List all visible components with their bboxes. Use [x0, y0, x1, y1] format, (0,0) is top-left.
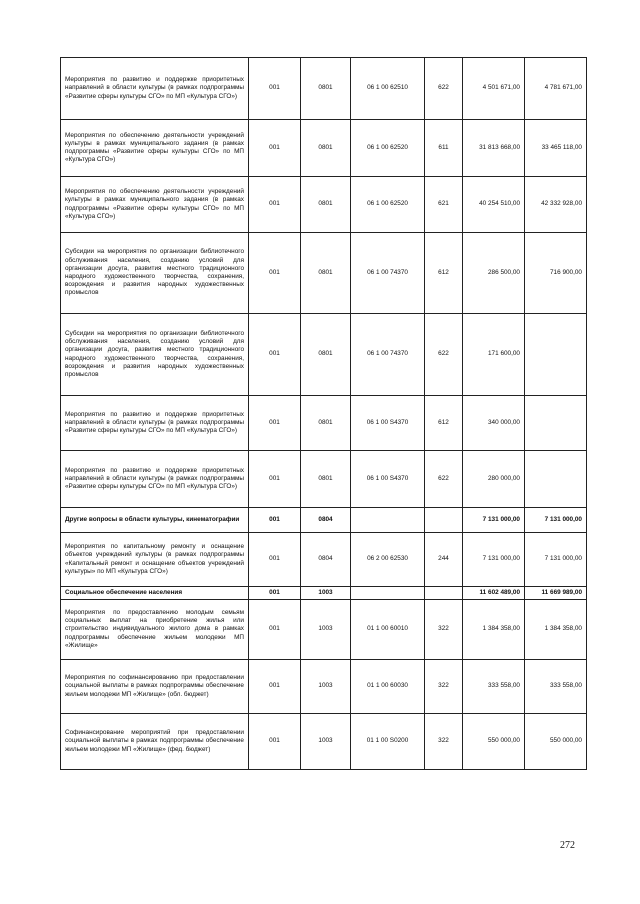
admin-code: 001 [249, 58, 301, 120]
table-row [61, 714, 587, 770]
expense-type: 322 [425, 660, 463, 714]
section-code: 0801 [301, 314, 351, 396]
table-row [61, 314, 587, 396]
row-name: Мероприятия по развитию и поддержке приоритетных направлений в области культуры (в рамках подпрограммы «Развитие сферы культуры СГО» по МП «Культура СГО») [61, 58, 249, 120]
row-name: Мероприятия по капитальному ремонту и оснащение объектов учреждений культуры (в рамках подпрограммы «Капитальный ремонт и оснащение объектов учреждений культуры» по МП «Культура СГО») [61, 533, 249, 587]
target-article [351, 508, 425, 533]
table-section-row [61, 587, 587, 600]
table-row [61, 600, 587, 660]
row-name: Софинансирование мероприятий при предоставлении социальной выплаты в рамках подпрограммы обеспечение жильем молодежи МП «Жилище» (фед. бюджет) [61, 714, 249, 770]
expense-type: 322 [425, 600, 463, 660]
admin-code: 001 [249, 120, 301, 177]
admin-code: 001 [249, 314, 301, 396]
section-code: 1003 [301, 600, 351, 660]
table-row [61, 58, 587, 120]
admin-code: 001 [249, 396, 301, 451]
amount-year-1: 11 602 489,00 [463, 587, 525, 600]
expense-type: 244 [425, 533, 463, 587]
row-name: Мероприятия по обеспечению деятельности учреждений культуры в рамках муниципального задания (в рамках подпрограммы «Развитие сферы культуры СГО» по МП «Культура СГО») [61, 120, 249, 177]
table-row [61, 533, 587, 587]
expense-type: 612 [425, 396, 463, 451]
admin-code: 001 [249, 508, 301, 533]
amount-year-1: 1 384 358,00 [463, 600, 525, 660]
amount-year-1: 550 000,00 [463, 714, 525, 770]
target-article: 06 1 00 S4370 [351, 396, 425, 451]
admin-code: 001 [249, 177, 301, 233]
section-code: 0801 [301, 177, 351, 233]
table-row [61, 233, 587, 314]
amount-year-2 [525, 314, 587, 396]
expense-type [425, 587, 463, 600]
section-code: 0804 [301, 508, 351, 533]
expense-type: 622 [425, 451, 463, 508]
section-code: 0804 [301, 533, 351, 587]
amount-year-2: 7 131 000,00 [525, 508, 587, 533]
target-article: 06 2 00 62530 [351, 533, 425, 587]
admin-code: 001 [249, 233, 301, 314]
row-name: Другие вопросы в области культуры, кинематографии [61, 508, 249, 533]
row-name: Мероприятия по развитию и поддержке приоритетных направлений в области культуры (в рамках подпрограммы «Развитие сферы культуры СГО» по МП «Культура СГО») [61, 396, 249, 451]
target-article: 06 1 00 S4370 [351, 451, 425, 508]
section-code: 1003 [301, 587, 351, 600]
expense-type [425, 508, 463, 533]
admin-code: 001 [249, 600, 301, 660]
admin-code: 001 [249, 660, 301, 714]
row-name: Субсидии на мероприятия по организации библиотечного обслуживания населения, созданию условий для организации досуга, развития местного традиционного народного художественного творчества, сохранения, возрождения и развития народных художественных промыслов [61, 314, 249, 396]
target-article: 06 1 00 74370 [351, 314, 425, 396]
row-name: Социальное обеспечение населения [61, 587, 249, 600]
amount-year-1: 340 000,00 [463, 396, 525, 451]
amount-year-1: 40 254 510,00 [463, 177, 525, 233]
amount-year-1: 7 131 000,00 [463, 508, 525, 533]
amount-year-1: 4 501 671,00 [463, 58, 525, 120]
section-code: 0801 [301, 451, 351, 508]
amount-year-1: 280 000,00 [463, 451, 525, 508]
amount-year-2: 11 669 989,00 [525, 587, 587, 600]
expense-type: 612 [425, 233, 463, 314]
amount-year-2: 33 465 118,00 [525, 120, 587, 177]
amount-year-2: 7 131 000,00 [525, 533, 587, 587]
budget-table [60, 57, 587, 770]
admin-code: 001 [249, 587, 301, 600]
amount-year-1: 171 600,00 [463, 314, 525, 396]
table-section-row [61, 508, 587, 533]
amount-year-2: 550 000,00 [525, 714, 587, 770]
expense-type: 622 [425, 314, 463, 396]
row-name: Мероприятия по софинансированию при предоставлении социальной выплаты в рамках подпрограммы обеспечение жильем молодежи МП «Жилище» (обл. бюджет) [61, 660, 249, 714]
target-article [351, 587, 425, 600]
table-row [61, 177, 587, 233]
budget-sheet [60, 57, 586, 770]
section-code: 0801 [301, 396, 351, 451]
expense-type: 622 [425, 58, 463, 120]
admin-code: 001 [249, 451, 301, 508]
expense-type: 611 [425, 120, 463, 177]
amount-year-2 [525, 396, 587, 451]
target-article: 06 1 00 62520 [351, 177, 425, 233]
target-article: 01 1 00 60030 [351, 660, 425, 714]
admin-code: 001 [249, 714, 301, 770]
row-name: Мероприятия по предоставлению молодым семьям социальных выплат на приобретение жилья или строительство индивидуального жилого дома в рамках подпрограммы обеспечение жильем молодежи МП «Жилище» [61, 600, 249, 660]
target-article: 01 1 00 S0200 [351, 714, 425, 770]
admin-code: 001 [249, 533, 301, 587]
section-code: 1003 [301, 714, 351, 770]
page-number: 272 [560, 840, 575, 851]
target-article: 06 1 00 74370 [351, 233, 425, 314]
expense-type: 621 [425, 177, 463, 233]
row-name: Мероприятия по развитию и поддержке приоритетных направлений в области культуры (в рамках подпрограммы «Развитие сферы культуры СГО» по МП «Культура СГО») [61, 451, 249, 508]
target-article: 01 1 00 60010 [351, 600, 425, 660]
target-article: 06 1 00 62520 [351, 120, 425, 177]
amount-year-1: 286 500,00 [463, 233, 525, 314]
amount-year-2 [525, 451, 587, 508]
section-code: 1003 [301, 660, 351, 714]
section-code: 0801 [301, 58, 351, 120]
row-name: Субсидии на мероприятия по организации библиотечного обслуживания населения, созданию условий для организации досуга, развития местного традиционного народного художественного творчества, сохранения, возрождения и развития народных художественных промыслов [61, 233, 249, 314]
amount-year-1: 7 131 000,00 [463, 533, 525, 587]
amount-year-2: 42 332 928,00 [525, 177, 587, 233]
section-code: 0801 [301, 120, 351, 177]
amount-year-2: 716 900,00 [525, 233, 587, 314]
table-row [61, 451, 587, 508]
expense-type: 322 [425, 714, 463, 770]
target-article: 06 1 00 62510 [351, 58, 425, 120]
amount-year-1: 333 558,00 [463, 660, 525, 714]
table-row [61, 660, 587, 714]
row-name: Мероприятия по обеспечению деятельности учреждений культуры в рамках муниципального задания (в рамках подпрограммы «Развитие сферы культуры СГО» по МП «Культура СГО») [61, 177, 249, 233]
amount-year-2: 333 558,00 [525, 660, 587, 714]
budget-table-body [61, 58, 587, 770]
table-row [61, 396, 587, 451]
amount-year-1: 31 813 668,00 [463, 120, 525, 177]
amount-year-2: 1 384 358,00 [525, 600, 587, 660]
section-code: 0801 [301, 233, 351, 314]
table-row [61, 120, 587, 177]
amount-year-2: 4 781 671,00 [525, 58, 587, 120]
